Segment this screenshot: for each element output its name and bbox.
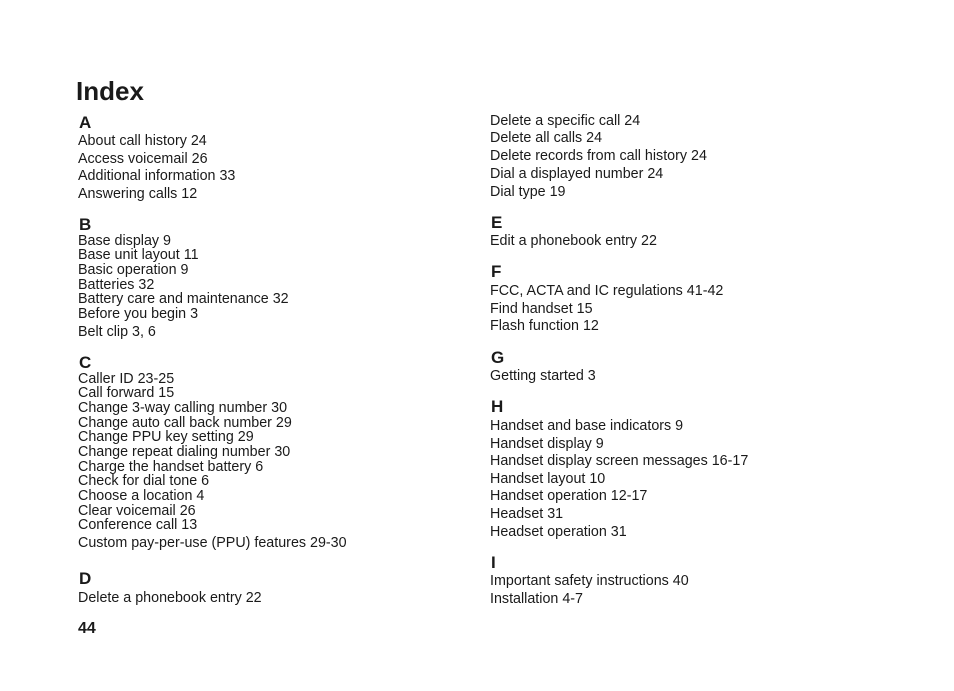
index-entry: Handset display 9 xyxy=(490,436,604,452)
section-letter-b: B xyxy=(79,215,92,234)
index-entry: Conference call 13 xyxy=(78,517,198,533)
index-entry: Base unit layout 11 xyxy=(78,247,199,263)
index-entry: Check for dial tone 6 xyxy=(78,473,210,489)
index-entry: Call forward 15 xyxy=(78,385,175,401)
index-entry: Access voicemail 26 xyxy=(78,151,208,167)
index-entry: Delete a phonebook entry 22 xyxy=(78,590,262,606)
index-entry: Change auto call back number 29 xyxy=(78,415,292,431)
index-entry: Getting started 3 xyxy=(490,368,596,384)
section-letter-h: H xyxy=(491,397,504,416)
index-entry: Dial a displayed number 24 xyxy=(490,166,664,182)
index-entry: FCC, ACTA and IC regulations 41-42 xyxy=(490,283,724,299)
index-entry: Battery care and maintenance 32 xyxy=(78,291,289,307)
index-entry: Handset layout 10 xyxy=(490,471,606,487)
index-entry: Additional information 33 xyxy=(78,168,236,184)
index-entry: Caller ID 23-25 xyxy=(78,371,175,387)
page-title: Index xyxy=(76,76,144,106)
index-entry: Delete a specific call 24 xyxy=(490,113,641,129)
index-entry: Important safety instructions 40 xyxy=(490,573,689,589)
index-entry: Batteries 32 xyxy=(78,277,155,293)
index-entry: Headset operation 31 xyxy=(490,524,627,540)
section-letter-d: D xyxy=(79,569,92,588)
section-letter-a: A xyxy=(79,113,92,132)
index-entry: Before you begin 3 xyxy=(78,306,199,322)
index-entry: Delete records from call history 24 xyxy=(490,148,707,164)
section-letter-e: E xyxy=(491,213,503,232)
index-entry: Headset 31 xyxy=(490,506,564,522)
section-letter-f: F xyxy=(491,262,502,281)
index-entry: Dial type 19 xyxy=(490,184,566,200)
index-entry: Installation 4-7 xyxy=(490,591,583,607)
index-entry: Basic operation 9 xyxy=(78,262,189,278)
index-entry: Answering calls 12 xyxy=(78,186,198,202)
index-entry: About call history 24 xyxy=(78,133,207,149)
index-entry: Flash function 12 xyxy=(490,318,599,334)
section-letter-i: I xyxy=(491,553,496,572)
index-entry: Change PPU key setting 29 xyxy=(78,429,254,445)
index-entry: Clear voicemail 26 xyxy=(78,503,196,519)
index-entry: Handset display screen messages 16-17 xyxy=(490,453,749,469)
section-letter-g: G xyxy=(491,348,505,367)
index-entry: Handset and base indicators 9 xyxy=(490,418,684,434)
index-entry: Handset operation 12-17 xyxy=(490,488,648,504)
index-entry: Find handset 15 xyxy=(490,301,593,317)
index-entry: Change 3-way calling number 30 xyxy=(78,400,288,416)
index-entry: Belt clip 3, 6 xyxy=(78,324,156,340)
index-entry: Delete all calls 24 xyxy=(490,130,603,146)
index-entry: Change repeat dialing number 30 xyxy=(78,444,291,460)
section-letter-c: C xyxy=(79,353,92,372)
page-number: 44 xyxy=(78,620,96,637)
index-entry: Base display 9 xyxy=(78,233,171,249)
index-entry: Choose a location 4 xyxy=(78,488,205,504)
index-entry: Edit a phonebook entry 22 xyxy=(490,233,657,249)
index-entry: Charge the handset battery 6 xyxy=(78,459,264,475)
index-entry: Custom pay-per-use (PPU) features 29-30 xyxy=(78,535,347,551)
